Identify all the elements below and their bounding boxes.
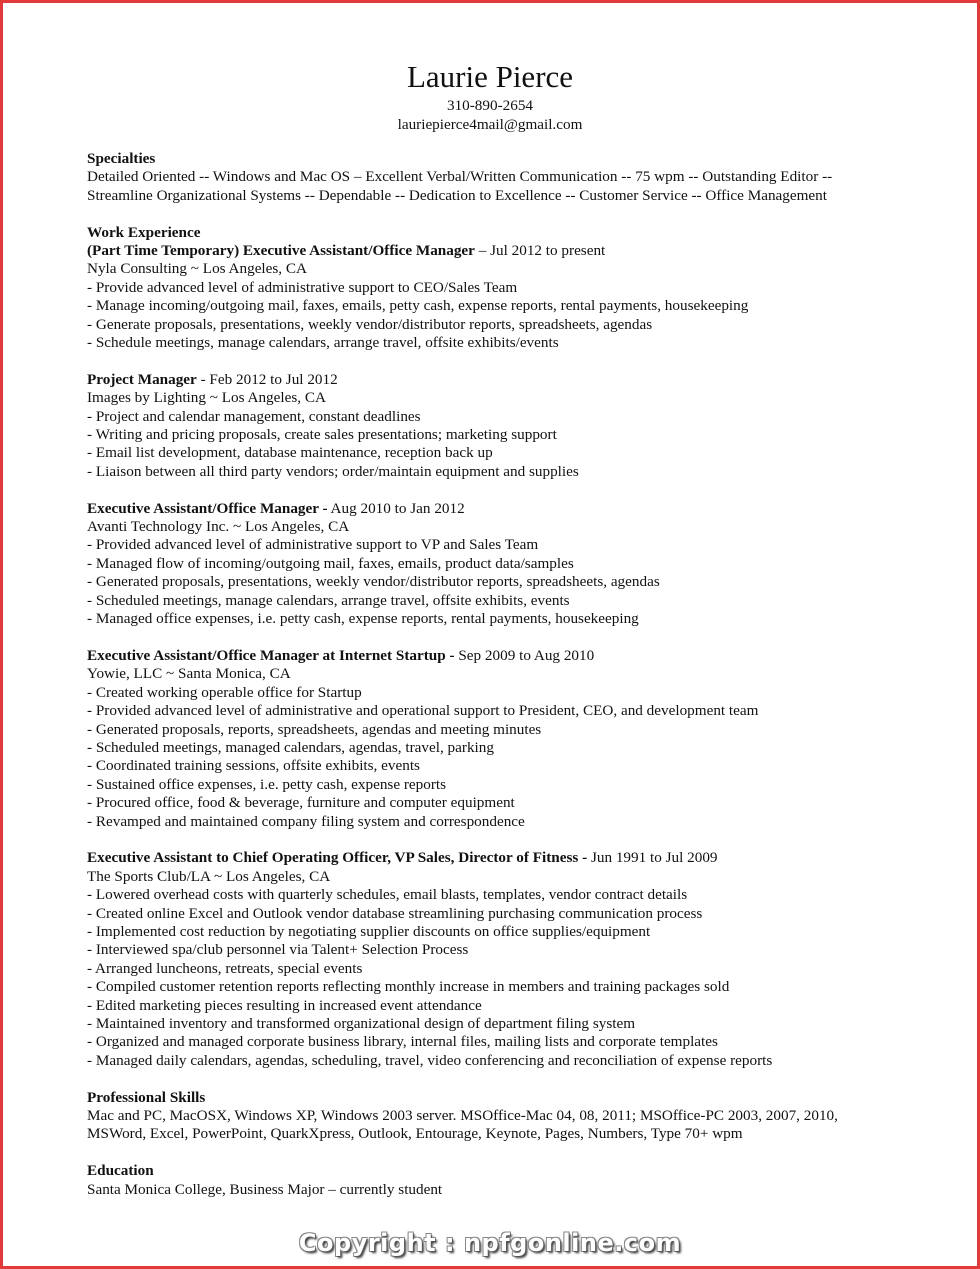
job-bullet: - Revamped and maintained company filing system and correspondence <box>87 812 525 830</box>
job-dates: – Jul 2012 to present <box>474 242 606 260</box>
specialties-line: Streamline Organizational Systems -- Dependable -- Dedication to Excellence -- Customer Service -- Office Management <box>87 186 827 204</box>
job-heading <box>87 500 907 518</box>
job-title: Project Manager <box>87 370 197 388</box>
section-title: Education <box>87 1162 154 1180</box>
job-bullet: - Created online Excel and Outlook vendor database streamlining purchasing communication process <box>87 904 703 922</box>
job-bullet: - Compiled customer retention reports reflecting monthly increase in members and training packages sold <box>87 978 730 996</box>
job-heading <box>87 849 907 867</box>
job-bullet: - Scheduled meetings, manage calendars, arrange travel, offsite exhibits, events <box>87 591 570 609</box>
skills-line: MSWord, Excel, PowerPoint, QuarkXpress, Outlook, Entourage, Keynote, Pages, Numbers, Type 70+ wpm <box>87 1125 743 1143</box>
job-bullet: - Provided advanced level of administrative support to VP and Sales Team <box>87 536 539 554</box>
job-entry <box>87 647 907 831</box>
job-title: Executive Assistant/Office Manager - <box>87 499 328 517</box>
job-title: Executive Assistant to Chief Operating Officer, VP Sales, Director of Fitness - <box>87 849 588 867</box>
job-bullet: - Organized and managed corporate business library, internal files, mailing lists and corporate templates <box>87 1033 718 1051</box>
education-line: Santa Monica College, Business Major – currently student <box>87 1180 443 1198</box>
job-bullet: - Edited marketing pieces resulting in increased event attendance <box>87 996 482 1014</box>
job-bullet: - Managed office expenses, i.e. petty cash, expense reports, rental payments, housekeeping <box>87 610 639 628</box>
job-title: Executive Assistant/Office Manager at Internet Startup - <box>87 646 455 664</box>
job-bullet: - Maintained inventory and transformed organizational design of department filing system <box>87 1015 636 1033</box>
job-dates: Jun 1991 to Jul 2009 <box>587 849 718 867</box>
email: lauriepierce4mail@gmail.com <box>397 116 583 133</box>
section-title: Work Experience <box>87 223 201 241</box>
skills-line: Mac and PC, MacOSX, Windows XP, Windows 2003 server. MSOffice-Mac 04, 08, 2011; MSOffice-PC 2003, 2007, 2010, <box>87 1107 838 1125</box>
company: Images by Lighting ~ Los Angeles, CA <box>87 389 326 407</box>
job-bullet: - Email list development, database maintenance, reception back up <box>87 444 493 462</box>
specialties-section <box>87 150 907 205</box>
job-title: (Part Time Temporary) Executive Assistant/Office Manager <box>87 242 475 260</box>
work-experience-section <box>87 224 907 1071</box>
job-bullet: - Procured office, food & beverage, furniture and computer equipment <box>87 794 515 812</box>
job-bullet: - Sustained office expenses, i.e. petty cash, expense reports <box>87 775 447 793</box>
job-entry <box>87 371 907 481</box>
specialties-line: Detailed Oriented -- Windows and Mac OS – Excellent Verbal/Written Communication -- 75 wpm -- Outstanding Editor -- <box>87 168 833 186</box>
section-title: Specialties <box>87 150 156 167</box>
company: Nyla Consulting ~ Los Angeles, CA <box>87 260 307 278</box>
job-bullet: - Coordinated training sessions, offsite exhibits, events <box>87 757 420 775</box>
job-bullet: - Lowered overhead costs with quarterly schedules, email blasts, templates, vendor contract details <box>87 886 688 904</box>
job-bullet: - Manage incoming/outgoing mail, faxes, emails, petty cash, expense reports, rental payments, housekeeping <box>87 297 749 315</box>
company: The Sports Club/LA ~ Los Angeles, CA <box>87 867 331 885</box>
job-bullet: - Interviewed spa/club personnel via Talent+ Selection Process <box>87 941 469 959</box>
resume-header <box>0 58 980 134</box>
job-entry <box>87 849 907 1070</box>
company: Yowie, LLC ~ Santa Monica, CA <box>87 665 291 683</box>
job-dates: Aug 2010 to Jan 2012 <box>327 499 465 517</box>
job-dates: - Feb 2012 to Jul 2012 <box>196 370 338 388</box>
job-bullet: - Generated proposals, reports, spreadsheets, agendas and meeting minutes <box>87 720 542 738</box>
job-bullet: - Arranged luncheons, retreats, special events <box>87 959 363 977</box>
job-entry <box>87 242 907 352</box>
job-bullet: - Liaison between all third party vendors; order/maintain equipment and supplies <box>87 462 579 480</box>
job-bullet: - Implemented cost reduction by negotiating supplier discounts on office supplies/equipment <box>87 922 651 940</box>
job-heading <box>87 647 907 665</box>
job-bullet: - Provided advanced level of administrative and operational support to President, CEO, and development team <box>87 702 759 720</box>
company: Avanti Technology Inc. ~ Los Angeles, CA <box>87 518 350 536</box>
job-entry <box>87 500 907 629</box>
job-bullet: - Generated proposals, presentations, weekly vendor/distributor reports, spreadsheets, agendas <box>87 573 660 591</box>
phone: 310-890-2654 <box>446 97 534 114</box>
candidate-name: Laurie Pierce <box>406 59 574 94</box>
copyright-watermark: Copyright : npfgonline.com <box>298 1229 682 1257</box>
job-heading <box>87 371 907 389</box>
job-bullet: - Created working operable office for Startup <box>87 683 362 701</box>
job-dates: Sep 2009 to Aug 2010 <box>454 646 595 664</box>
job-bullet: - Provide advanced level of administrative support to CEO/Sales Team <box>87 278 518 296</box>
section-title: Professional Skills <box>87 1088 206 1106</box>
education-section <box>87 1162 907 1199</box>
job-bullet: - Generate proposals, presentations, weekly vendor/distributor reports, spreadsheets, agendas <box>87 315 653 333</box>
job-bullet: - Managed daily calendars, agendas, scheduling, travel, video conferencing and reconciliation of expense reports <box>87 1051 773 1069</box>
resume-body <box>87 150 907 1217</box>
job-bullet: - Schedule meetings, manage calendars, arrange travel, offsite exhibits/events <box>87 334 559 352</box>
job-bullet: - Project and calendar management, constant deadlines <box>87 407 421 425</box>
skills-section <box>87 1089 907 1144</box>
job-bullet: - Writing and pricing proposals, create sales presentations; marketing support <box>87 426 557 444</box>
job-bullet: - Managed flow of incoming/outgoing mail, faxes, emails, product data/samples <box>87 554 574 572</box>
job-bullet: - Scheduled meetings, managed calendars, agendas, travel, parking <box>87 738 494 756</box>
job-heading <box>87 242 907 260</box>
